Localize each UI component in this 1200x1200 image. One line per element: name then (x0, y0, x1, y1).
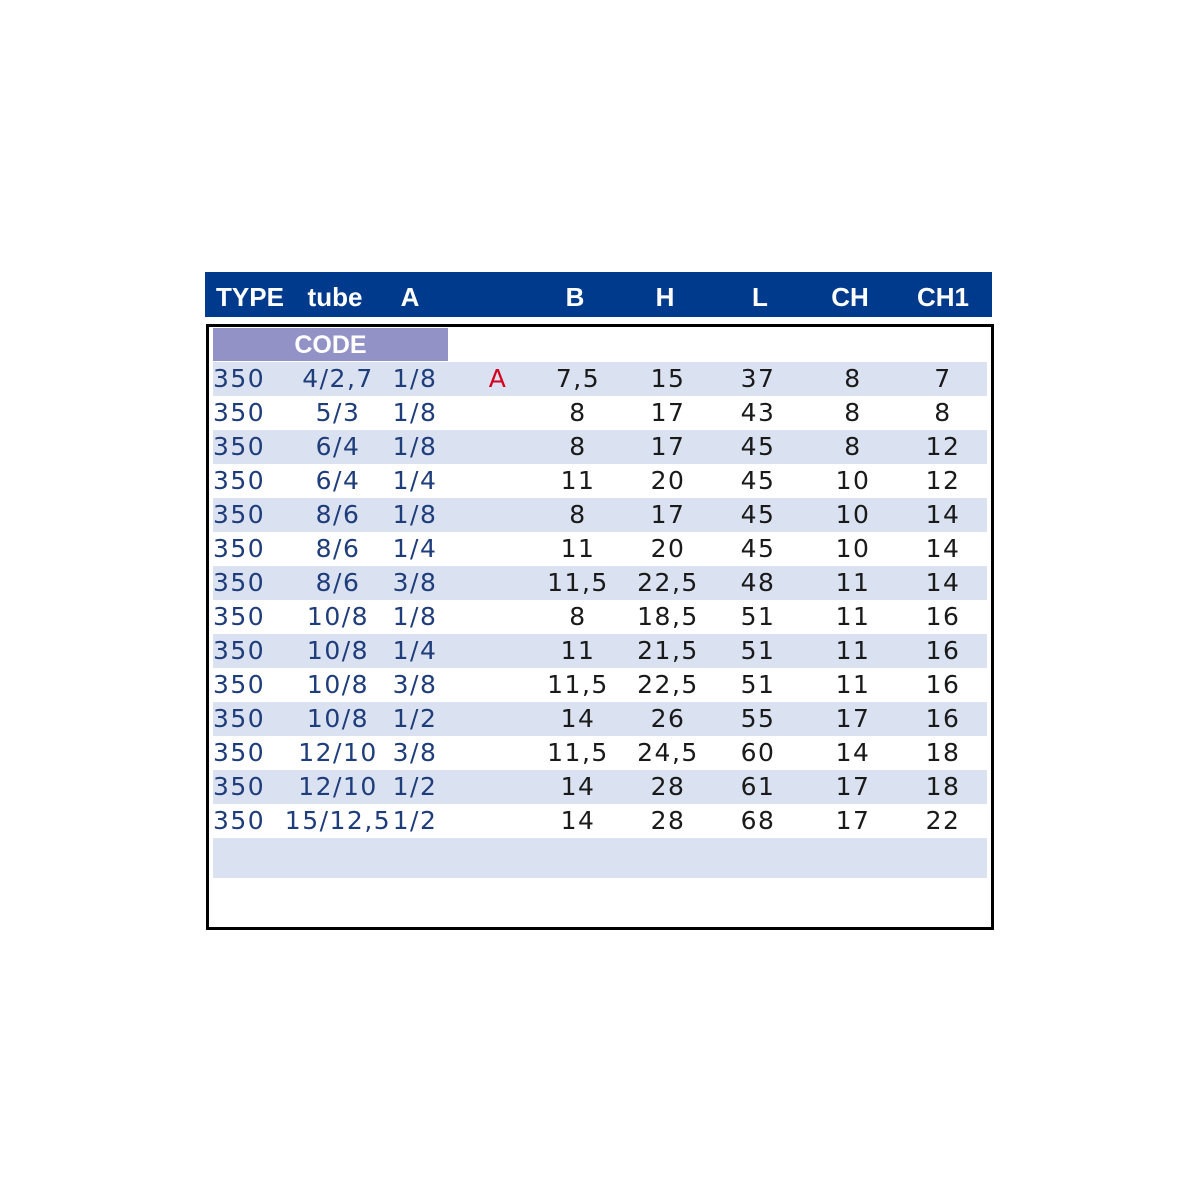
cell-b: 8 (569, 398, 587, 427)
cell-a: 1/2 (392, 772, 438, 801)
table-row (213, 362, 987, 396)
table-row (213, 634, 987, 668)
cell-a: 1/4 (392, 534, 438, 563)
cell-a: 1/2 (392, 704, 438, 733)
cell-ch1: 14 (925, 500, 961, 529)
header-type: TYPE (216, 282, 284, 312)
cell-l: 60 (740, 738, 776, 767)
table-row (213, 702, 987, 736)
table-row (213, 736, 987, 770)
cell-ch: 10 (835, 534, 871, 563)
cell-tube: 15/12,5 (284, 806, 392, 835)
cell-ch: 11 (835, 636, 871, 665)
cell-h: 18,5 (637, 602, 699, 631)
cell-b: 11 (560, 466, 596, 495)
cell-ch: 17 (835, 704, 871, 733)
cell-a: 1/8 (392, 500, 438, 529)
header-h: H (655, 282, 675, 312)
cell-type: 350 (213, 670, 266, 699)
cell-ch: 14 (835, 738, 871, 767)
cell-h: 17 (650, 398, 686, 427)
code-label: CODE (213, 328, 448, 361)
cell-a: 1/8 (392, 432, 438, 461)
cell-h: 17 (650, 500, 686, 529)
table-row (213, 464, 987, 498)
header-b: B (565, 282, 585, 312)
cell-b: 14 (560, 704, 596, 733)
cell-type: 350 (213, 636, 266, 665)
cell-ch1: 14 (925, 534, 961, 563)
cell-h: 24,5 (637, 738, 699, 767)
cell-a: 1/8 (392, 364, 438, 393)
empty-shaded-row (213, 838, 987, 878)
cell-l: 55 (740, 704, 776, 733)
cell-l: 51 (740, 636, 776, 665)
cell-h: 17 (650, 432, 686, 461)
cell-a: 3/8 (392, 568, 438, 597)
cell-l: 45 (740, 500, 776, 529)
header-a: A (400, 282, 420, 312)
cell-l: 51 (740, 602, 776, 631)
cell-b: 11 (560, 636, 596, 665)
cell-ch1: 18 (925, 738, 961, 767)
cell-tube: 12/10 (298, 738, 378, 767)
cell-l: 45 (740, 466, 776, 495)
cell-b: 11,5 (547, 670, 609, 699)
cell-ch: 17 (835, 772, 871, 801)
cell-b: 14 (560, 772, 596, 801)
cell-ch: 11 (835, 670, 871, 699)
cell-h: 20 (650, 466, 686, 495)
cell-ch1: 8 (934, 398, 952, 427)
cell-h: 26 (650, 704, 686, 733)
table-row (213, 668, 987, 702)
header-ch: CH (831, 282, 869, 312)
cell-tube: 8/6 (315, 500, 361, 529)
cell-b: 8 (569, 602, 587, 631)
cell-ch1: 18 (925, 772, 961, 801)
cell-ch: 10 (835, 466, 871, 495)
table-body (206, 324, 994, 930)
cell-h: 22,5 (637, 670, 699, 699)
cell-ch: 8 (844, 364, 862, 393)
table-row (213, 532, 987, 566)
table-header (205, 272, 992, 317)
table-row (213, 770, 987, 804)
cell-a: 1/4 (392, 466, 438, 495)
cell-h: 20 (650, 534, 686, 563)
cell-l: 45 (740, 534, 776, 563)
cell-ch: 10 (835, 500, 871, 529)
table-row (213, 430, 987, 464)
table-row (213, 396, 987, 430)
cell-tube: 8/6 (315, 568, 361, 597)
cell-b: 11,5 (547, 738, 609, 767)
cell-l: 43 (740, 398, 776, 427)
cell-type: 350 (213, 602, 266, 631)
cell-ch1: 16 (925, 670, 961, 699)
cell-h: 28 (650, 806, 686, 835)
cell-l: 37 (740, 364, 776, 393)
cell-b: 8 (569, 500, 587, 529)
cell-type: 350 (213, 534, 266, 563)
cell-type: 350 (213, 500, 266, 529)
cell-type: 350 (213, 806, 266, 835)
cell-ch1: 12 (925, 432, 961, 461)
cell-l: 51 (740, 670, 776, 699)
cell-type: 350 (213, 432, 266, 461)
cell-h: 22,5 (637, 568, 699, 597)
cell-tube: 5/3 (315, 398, 361, 427)
cell-ch1: 14 (925, 568, 961, 597)
cell-tube: 10/8 (306, 602, 370, 631)
cell-h: 15 (650, 364, 686, 393)
cell-l: 68 (740, 806, 776, 835)
cell-type: 350 (213, 466, 266, 495)
cell-tube: 4/2,7 (302, 364, 374, 393)
cell-ch: 8 (844, 398, 862, 427)
cell-b: 14 (560, 806, 596, 835)
cell-ch1: 16 (925, 636, 961, 665)
cell-type: 350 (213, 568, 266, 597)
cell-tube: 6/4 (315, 466, 361, 495)
cell-ch: 17 (835, 806, 871, 835)
cell-a: 3/8 (392, 738, 438, 767)
table-row (213, 600, 987, 634)
cell-a: 1/8 (392, 602, 438, 631)
cell-tube: 10/8 (306, 704, 370, 733)
cell-b: 11 (560, 534, 596, 563)
cell-ch1: 16 (925, 602, 961, 631)
header-ch1: CH1 (916, 282, 969, 312)
table-row (213, 498, 987, 532)
cell-tube: 10/8 (306, 670, 370, 699)
cell-type: 350 (213, 738, 266, 767)
cell-tube: 12/10 (298, 772, 378, 801)
cell-tube: 8/6 (315, 534, 361, 563)
cell-type: 350 (213, 364, 266, 393)
cell-type: 350 (213, 772, 266, 801)
cell-a: 3/8 (392, 670, 438, 699)
cell-type: 350 (213, 704, 266, 733)
cell-b: 7,5 (555, 364, 601, 393)
header-l: L (752, 282, 768, 312)
cell-ch1: 7 (934, 364, 952, 393)
cell-a: 1/2 (392, 806, 438, 835)
dimension-marker: A (488, 364, 508, 393)
cell-b: 8 (569, 432, 587, 461)
cell-l: 48 (740, 568, 776, 597)
cell-ch1: 12 (925, 466, 961, 495)
table-row (213, 566, 987, 600)
cell-h: 21,5 (637, 636, 699, 665)
cell-ch: 11 (835, 602, 871, 631)
header-tube: tube (307, 282, 363, 312)
cell-ch: 11 (835, 568, 871, 597)
cell-ch: 8 (844, 432, 862, 461)
cell-type: 350 (213, 398, 266, 427)
cell-l: 61 (740, 772, 776, 801)
cell-ch1: 16 (925, 704, 961, 733)
cell-tube: 10/8 (306, 636, 370, 665)
cell-l: 45 (740, 432, 776, 461)
cell-tube: 6/4 (315, 432, 361, 461)
cell-a: 1/4 (392, 636, 438, 665)
cell-h: 28 (650, 772, 686, 801)
cell-ch1: 22 (925, 806, 961, 835)
table-row (213, 804, 987, 838)
cell-a: 1/8 (392, 398, 438, 427)
cell-b: 11,5 (547, 568, 609, 597)
